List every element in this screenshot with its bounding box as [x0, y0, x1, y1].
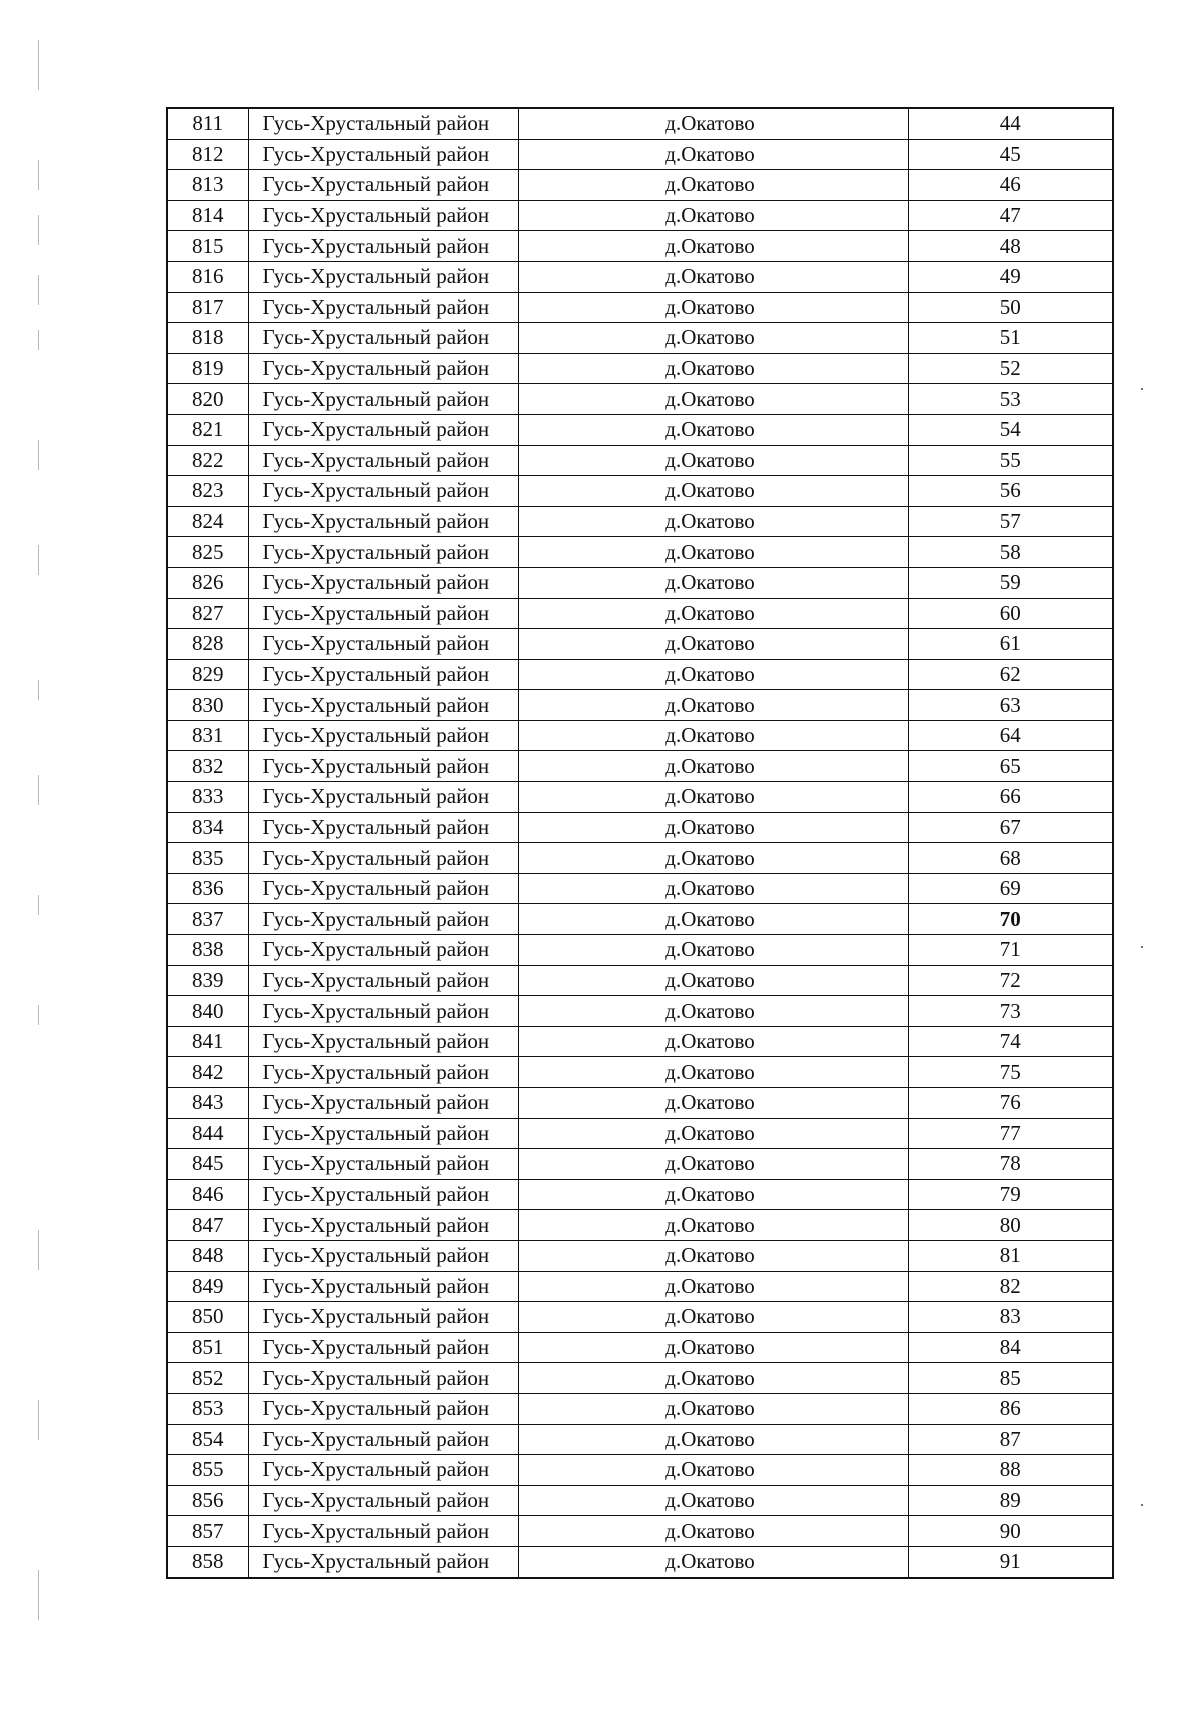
settlement-cell: д.Окатово: [518, 323, 908, 354]
table-row: [167, 1057, 1113, 1088]
district-cell: Гусь-Хрустальный район: [248, 659, 518, 690]
table-row: [167, 1546, 1113, 1577]
scan-edge-mark: [38, 215, 39, 245]
row-number-cell: 831: [167, 720, 248, 751]
table-row: [167, 261, 1113, 292]
house-number-cell: 58: [908, 537, 1113, 568]
table-row: [167, 1179, 1113, 1210]
district-cell: Гусь-Хрустальный район: [248, 1485, 518, 1516]
district-cell: Гусь-Хрустальный район: [248, 1057, 518, 1088]
settlement-cell: д.Окатово: [518, 935, 908, 966]
settlement-cell: д.Окатово: [518, 1149, 908, 1180]
row-number-cell: 830: [167, 690, 248, 721]
table-row: [167, 323, 1113, 354]
settlement-cell: д.Окатово: [518, 1088, 908, 1119]
house-number-cell: 90: [908, 1516, 1113, 1547]
house-number-cell: 89: [908, 1485, 1113, 1516]
scan-edge-mark: [38, 440, 39, 470]
settlement-cell: д.Окатово: [518, 476, 908, 507]
district-cell: Гусь-Хрустальный район: [248, 506, 518, 537]
house-number-cell: 45: [908, 139, 1113, 170]
house-number-cell: 91: [908, 1546, 1113, 1577]
house-number-cell: 84: [908, 1332, 1113, 1363]
district-cell: Гусь-Хрустальный район: [248, 1455, 518, 1486]
house-number-cell: 72: [908, 965, 1113, 996]
house-number-cell: 50: [908, 292, 1113, 323]
table-row: [167, 629, 1113, 660]
settlement-cell: д.Окатово: [518, 1271, 908, 1302]
table-row: [167, 506, 1113, 537]
table-row: [167, 782, 1113, 813]
row-number-cell: 846: [167, 1179, 248, 1210]
scan-edge-mark: [38, 275, 39, 305]
district-cell: Гусь-Хрустальный район: [248, 1302, 518, 1333]
table-row: [167, 1026, 1113, 1057]
house-number-cell: 63: [908, 690, 1113, 721]
district-cell: Гусь-Хрустальный район: [248, 843, 518, 874]
settlement-cell: д.Окатово: [518, 506, 908, 537]
house-number-cell: 87: [908, 1424, 1113, 1455]
district-cell: Гусь-Хрустальный район: [248, 1240, 518, 1271]
table-row: [167, 1393, 1113, 1424]
house-number-cell: 56: [908, 476, 1113, 507]
row-number-cell: 840: [167, 996, 248, 1027]
house-number-cell: 55: [908, 445, 1113, 476]
row-number-cell: 816: [167, 261, 248, 292]
house-number-cell: 54: [908, 414, 1113, 445]
settlement-cell: д.Окатово: [518, 1026, 908, 1057]
row-number-cell: 849: [167, 1271, 248, 1302]
row-number-cell: 832: [167, 751, 248, 782]
settlement-cell: д.Окатово: [518, 1332, 908, 1363]
district-cell: Гусь-Хрустальный район: [248, 353, 518, 384]
table-row: [167, 1271, 1113, 1302]
house-number-cell: 66: [908, 782, 1113, 813]
row-number-cell: 839: [167, 965, 248, 996]
settlement-cell: д.Окатово: [518, 445, 908, 476]
table-row: [167, 1240, 1113, 1271]
row-number-cell: 842: [167, 1057, 248, 1088]
house-number-cell: 47: [908, 200, 1113, 231]
settlement-cell: д.Окатово: [518, 690, 908, 721]
scan-dot: [1141, 388, 1143, 390]
settlement-cell: д.Окатово: [518, 200, 908, 231]
table-row: [167, 139, 1113, 170]
settlement-cell: д.Окатово: [518, 1363, 908, 1394]
district-cell: Гусь-Хрустальный район: [248, 1516, 518, 1547]
house-number-cell: 48: [908, 231, 1113, 262]
settlement-cell: д.Окатово: [518, 996, 908, 1027]
house-number-cell: 65: [908, 751, 1113, 782]
row-number-cell: 825: [167, 537, 248, 568]
district-cell: Гусь-Хрустальный район: [248, 1332, 518, 1363]
district-cell: Гусь-Хрустальный район: [248, 476, 518, 507]
house-number-cell: 71: [908, 935, 1113, 966]
house-number-cell: 73: [908, 996, 1113, 1027]
district-cell: Гусь-Хрустальный район: [248, 598, 518, 629]
row-number-cell: 857: [167, 1516, 248, 1547]
district-cell: Гусь-Хрустальный район: [248, 445, 518, 476]
table-row: [167, 1485, 1113, 1516]
row-number-cell: 815: [167, 231, 248, 262]
row-number-cell: 833: [167, 782, 248, 813]
table-row: [167, 1302, 1113, 1333]
table-row: [167, 1118, 1113, 1149]
house-number-cell: 59: [908, 567, 1113, 598]
district-cell: Гусь-Хрустальный район: [248, 261, 518, 292]
settlement-cell: д.Окатово: [518, 261, 908, 292]
house-number-cell: 85: [908, 1363, 1113, 1394]
row-number-cell: 826: [167, 567, 248, 598]
house-number-cell: 81: [908, 1240, 1113, 1271]
house-number-cell: 52: [908, 353, 1113, 384]
district-cell: Гусь-Хрустальный район: [248, 1424, 518, 1455]
settlement-cell: д.Окатово: [518, 1393, 908, 1424]
settlement-cell: д.Окатово: [518, 1455, 908, 1486]
district-cell: Гусь-Хрустальный район: [248, 292, 518, 323]
district-cell: Гусь-Хрустальный район: [248, 1271, 518, 1302]
settlement-cell: д.Окатово: [518, 598, 908, 629]
table-row: [167, 1455, 1113, 1486]
settlement-cell: д.Окатово: [518, 231, 908, 262]
row-number-cell: 856: [167, 1485, 248, 1516]
house-number-cell: 79: [908, 1179, 1113, 1210]
district-cell: Гусь-Хрустальный район: [248, 1363, 518, 1394]
row-number-cell: 844: [167, 1118, 248, 1149]
settlement-cell: д.Окатово: [518, 782, 908, 813]
house-number-cell: 44: [908, 108, 1113, 139]
table-row: [167, 598, 1113, 629]
district-cell: Гусь-Хрустальный район: [248, 812, 518, 843]
house-number-cell: 86: [908, 1393, 1113, 1424]
row-number-cell: 834: [167, 812, 248, 843]
house-number-cell: 68: [908, 843, 1113, 874]
house-number-cell: 67: [908, 812, 1113, 843]
house-number-cell: 75: [908, 1057, 1113, 1088]
house-number-cell: 69: [908, 873, 1113, 904]
house-number-cell: 53: [908, 384, 1113, 415]
row-number-cell: 850: [167, 1302, 248, 1333]
house-number-cell: 57: [908, 506, 1113, 537]
table-row: [167, 935, 1113, 966]
settlement-cell: д.Окатово: [518, 904, 908, 935]
row-number-cell: 843: [167, 1088, 248, 1119]
scan-edge-mark: [38, 330, 39, 350]
row-number-cell: 852: [167, 1363, 248, 1394]
house-number-cell: 64: [908, 720, 1113, 751]
table-row: [167, 108, 1113, 139]
table-row: [167, 170, 1113, 201]
table-row: [167, 1088, 1113, 1119]
district-cell: Гусь-Хрустальный район: [248, 1393, 518, 1424]
house-number-cell: 51: [908, 323, 1113, 354]
table-row: [167, 1424, 1113, 1455]
table-row: [167, 720, 1113, 751]
row-number-cell: 837: [167, 904, 248, 935]
row-number-cell: 822: [167, 445, 248, 476]
settlement-cell: д.Окатово: [518, 108, 908, 139]
district-cell: Гусь-Хрустальный район: [248, 1118, 518, 1149]
row-number-cell: 848: [167, 1240, 248, 1271]
scan-edge-mark: [38, 1570, 39, 1620]
settlement-cell: д.Окатово: [518, 1485, 908, 1516]
table-row: [167, 751, 1113, 782]
district-cell: Гусь-Хрустальный район: [248, 231, 518, 262]
row-number-cell: 824: [167, 506, 248, 537]
row-number-cell: 814: [167, 200, 248, 231]
table-row: [167, 1332, 1113, 1363]
table-row: [167, 231, 1113, 262]
settlement-cell: д.Окатово: [518, 567, 908, 598]
district-cell: Гусь-Хрустальный район: [248, 904, 518, 935]
district-cell: Гусь-Хрустальный район: [248, 108, 518, 139]
settlement-cell: д.Окатово: [518, 1057, 908, 1088]
table-row: [167, 1210, 1113, 1241]
row-number-cell: 836: [167, 873, 248, 904]
settlement-cell: д.Окатово: [518, 1424, 908, 1455]
row-number-cell: 847: [167, 1210, 248, 1241]
row-number-cell: 827: [167, 598, 248, 629]
row-number-cell: 828: [167, 629, 248, 660]
table-row: [167, 996, 1113, 1027]
district-cell: Гусь-Хрустальный район: [248, 751, 518, 782]
district-cell: Гусь-Хрустальный район: [248, 567, 518, 598]
table-row: [167, 384, 1113, 415]
records-table: [166, 107, 1114, 1579]
settlement-cell: д.Окатово: [518, 812, 908, 843]
settlement-cell: д.Окатово: [518, 292, 908, 323]
settlement-cell: д.Окатово: [518, 1302, 908, 1333]
table-row: [167, 873, 1113, 904]
district-cell: Гусь-Хрустальный район: [248, 782, 518, 813]
house-number-cell: 61: [908, 629, 1113, 660]
settlement-cell: д.Окатово: [518, 170, 908, 201]
table-row: [167, 200, 1113, 231]
scan-edge-mark: [38, 1230, 39, 1270]
table-row: [167, 1363, 1113, 1394]
row-number-cell: 855: [167, 1455, 248, 1486]
table-row: [167, 812, 1113, 843]
row-number-cell: 853: [167, 1393, 248, 1424]
settlement-cell: д.Окатово: [518, 843, 908, 874]
row-number-cell: 841: [167, 1026, 248, 1057]
row-number-cell: 812: [167, 139, 248, 170]
settlement-cell: д.Окатово: [518, 751, 908, 782]
scan-dot: [1141, 946, 1143, 948]
settlement-cell: д.Окатово: [518, 873, 908, 904]
settlement-cell: д.Окатово: [518, 1179, 908, 1210]
scan-edge-mark: [38, 1005, 39, 1025]
settlement-cell: д.Окатово: [518, 414, 908, 445]
house-number-cell: 78: [908, 1149, 1113, 1180]
district-cell: Гусь-Хрустальный район: [248, 935, 518, 966]
table-row: [167, 292, 1113, 323]
settlement-cell: д.Окатово: [518, 720, 908, 751]
district-cell: Гусь-Хрустальный район: [248, 1210, 518, 1241]
house-number-cell: 83: [908, 1302, 1113, 1333]
table-row: [167, 965, 1113, 996]
scan-edge-mark: [38, 1400, 39, 1440]
row-number-cell: 821: [167, 414, 248, 445]
house-number-cell: 80: [908, 1210, 1113, 1241]
table-row: [167, 476, 1113, 507]
settlement-cell: д.Окатово: [518, 1240, 908, 1271]
table-row: [167, 414, 1113, 445]
settlement-cell: д.Окатово: [518, 537, 908, 568]
house-number-cell: 70: [908, 904, 1113, 935]
row-number-cell: 854: [167, 1424, 248, 1455]
scan-edge-mark: [38, 545, 39, 575]
settlement-cell: д.Окатово: [518, 384, 908, 415]
records-table-body: [167, 108, 1113, 1578]
table-row: [167, 567, 1113, 598]
district-cell: Гусь-Хрустальный район: [248, 1179, 518, 1210]
district-cell: Гусь-Хрустальный район: [248, 414, 518, 445]
house-number-cell: 74: [908, 1026, 1113, 1057]
district-cell: Гусь-Хрустальный район: [248, 720, 518, 751]
table-row: [167, 1516, 1113, 1547]
scan-edge-mark: [38, 160, 39, 190]
settlement-cell: д.Окатово: [518, 139, 908, 170]
settlement-cell: д.Окатово: [518, 1516, 908, 1547]
house-number-cell: 76: [908, 1088, 1113, 1119]
district-cell: Гусь-Хрустальный район: [248, 139, 518, 170]
district-cell: Гусь-Хрустальный район: [248, 170, 518, 201]
row-number-cell: 817: [167, 292, 248, 323]
row-number-cell: 823: [167, 476, 248, 507]
table-row: [167, 659, 1113, 690]
row-number-cell: 845: [167, 1149, 248, 1180]
house-number-cell: 88: [908, 1455, 1113, 1486]
district-cell: Гусь-Хрустальный район: [248, 200, 518, 231]
row-number-cell: 811: [167, 108, 248, 139]
scan-edge-mark: [38, 775, 39, 805]
row-number-cell: 819: [167, 353, 248, 384]
house-number-cell: 62: [908, 659, 1113, 690]
house-number-cell: 46: [908, 170, 1113, 201]
row-number-cell: 820: [167, 384, 248, 415]
district-cell: Гусь-Хрустальный район: [248, 873, 518, 904]
table-row: [167, 353, 1113, 384]
district-cell: Гусь-Хрустальный район: [248, 690, 518, 721]
district-cell: Гусь-Хрустальный район: [248, 1149, 518, 1180]
row-number-cell: 858: [167, 1546, 248, 1577]
house-number-cell: 82: [908, 1271, 1113, 1302]
house-number-cell: 60: [908, 598, 1113, 629]
table-row: [167, 537, 1113, 568]
district-cell: Гусь-Хрустальный район: [248, 384, 518, 415]
settlement-cell: д.Окатово: [518, 659, 908, 690]
row-number-cell: 829: [167, 659, 248, 690]
row-number-cell: 818: [167, 323, 248, 354]
district-cell: Гусь-Хрустальный район: [248, 1546, 518, 1577]
house-number-cell: 77: [908, 1118, 1113, 1149]
settlement-cell: д.Окатово: [518, 1210, 908, 1241]
scan-edge-mark: [38, 40, 39, 90]
scan-edge-mark: [38, 680, 39, 700]
table-row: [167, 1149, 1113, 1180]
district-cell: Гусь-Хрустальный район: [248, 965, 518, 996]
district-cell: Гусь-Хрустальный район: [248, 629, 518, 660]
district-cell: Гусь-Хрустальный район: [248, 323, 518, 354]
table-row: [167, 904, 1113, 935]
table-row: [167, 445, 1113, 476]
district-cell: Гусь-Хрустальный район: [248, 1088, 518, 1119]
district-cell: Гусь-Хрустальный район: [248, 1026, 518, 1057]
table-row: [167, 843, 1113, 874]
row-number-cell: 813: [167, 170, 248, 201]
table-row: [167, 690, 1113, 721]
district-cell: Гусь-Хрустальный район: [248, 996, 518, 1027]
scan-dot: [1141, 1504, 1143, 1506]
settlement-cell: д.Окатово: [518, 353, 908, 384]
settlement-cell: д.Окатово: [518, 629, 908, 660]
row-number-cell: 851: [167, 1332, 248, 1363]
settlement-cell: д.Окатово: [518, 1118, 908, 1149]
row-number-cell: 838: [167, 935, 248, 966]
settlement-cell: д.Окатово: [518, 1546, 908, 1577]
settlement-cell: д.Окатово: [518, 965, 908, 996]
house-number-cell: 49: [908, 261, 1113, 292]
row-number-cell: 835: [167, 843, 248, 874]
district-cell: Гусь-Хрустальный район: [248, 537, 518, 568]
scan-edge-mark: [38, 895, 39, 915]
